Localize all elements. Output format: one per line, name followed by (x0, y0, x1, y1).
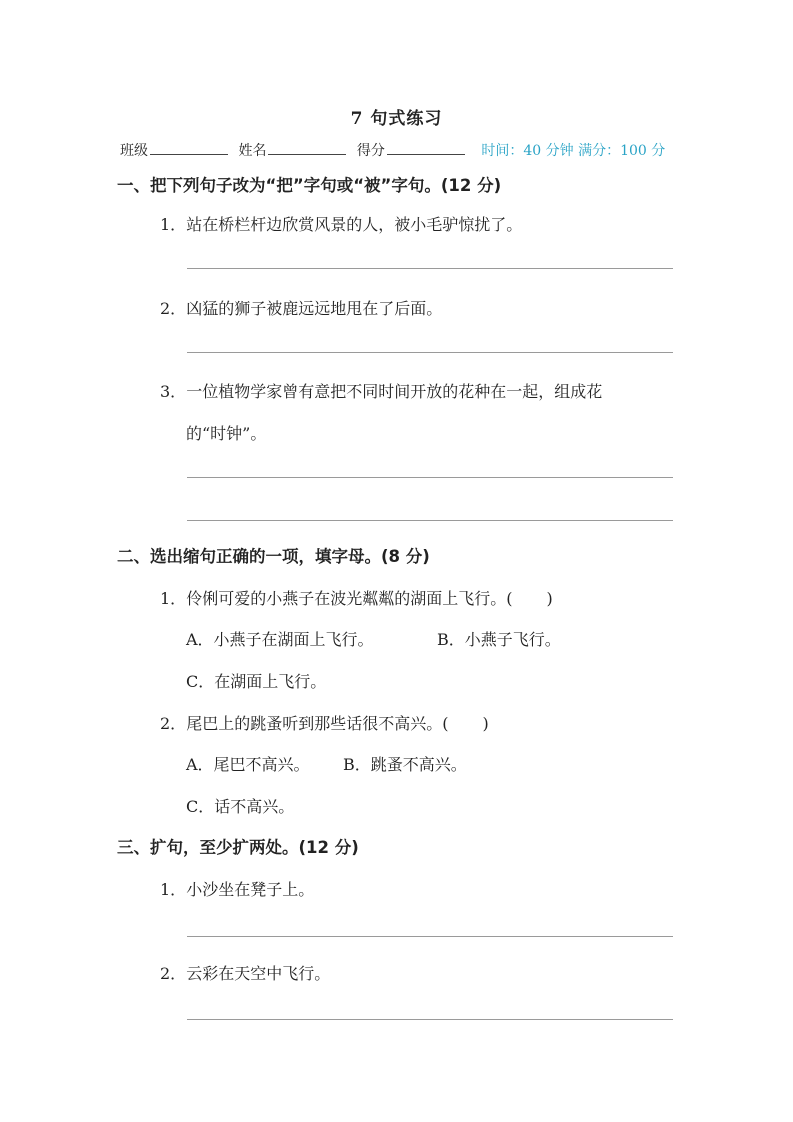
question-3-2 (160, 961, 330, 984)
page-title: 7 句式练习 (350, 109, 443, 129)
answer-line-1-3a[interactable] (187, 477, 673, 478)
question-1-3 (160, 379, 602, 402)
answer-line-3-2[interactable] (187, 1019, 673, 1020)
question-number: 2． (160, 299, 187, 318)
question-text: 尾巴上的跳蚤听到那些话很不高兴。( (186, 714, 449, 733)
question-text: 一位植物学家曾有意把不同时间开放的花种在一起，组成花 (186, 382, 603, 401)
question-2-1 (160, 586, 553, 609)
class-blank[interactable] (150, 153, 228, 155)
section-2-heading: 二、选出缩句正确的一项，填字母。(8 分) (117, 547, 430, 566)
option-2-1-c[interactable]: C．在湖面上飞行。 (186, 672, 327, 691)
option-2-2-a[interactable]: A．尾巴不高兴。 (186, 755, 310, 774)
question-text: 伶俐可爱的小燕子在波光粼粼的湖面上飞行。( (186, 589, 513, 608)
question-number: 1． (160, 589, 187, 608)
header-info (120, 140, 665, 160)
answer-line-1-1[interactable] (187, 268, 673, 269)
section-3-heading: 三、扩句，至少扩两处。(12 分) (117, 838, 359, 857)
score-label: 得分 (356, 143, 385, 159)
answer-line-1-3b[interactable] (187, 520, 673, 521)
name-label: 姓名 (238, 143, 267, 159)
close-paren: ) (546, 589, 553, 608)
answer-line-3-1[interactable] (187, 936, 673, 937)
question-text: 小沙坐在凳子上。 (186, 880, 315, 899)
question-number: 1． (160, 880, 187, 899)
question-1-1 (160, 212, 522, 235)
option-2-1-a[interactable]: A．小燕子在湖面上飞行。 (186, 630, 374, 649)
question-1-3-continued: 的“时钟”。 (186, 424, 267, 443)
question-number: 1． (160, 215, 187, 234)
question-number: 2． (160, 714, 187, 733)
section-1-heading: 一、把下列句子改为“把”字句或“被”字句。(12 分) (117, 176, 502, 195)
question-text: 站在桥栏杆边欣赏风景的人，被小毛驴惊扰了。 (186, 215, 523, 234)
close-paren: ) (482, 714, 489, 733)
question-1-2 (160, 296, 442, 319)
time-info: 时间：40 分钟 满分：100 分 (481, 143, 666, 159)
question-3-1 (160, 877, 314, 900)
question-text: 凶猛的狮子被鹿远远地甩在了后面。 (186, 299, 443, 318)
option-2-2-c[interactable]: C．话不高兴。 (186, 797, 295, 816)
option-2-1-b[interactable]: B．小燕子飞行。 (437, 630, 561, 649)
question-number: 2． (160, 964, 187, 983)
score-blank[interactable] (387, 153, 465, 155)
class-label: 班级 (120, 143, 148, 159)
question-2-2 (160, 711, 489, 734)
answer-line-1-2[interactable] (187, 352, 673, 353)
option-2-2-b[interactable]: B．跳蚤不高兴。 (343, 755, 467, 774)
question-text: 云彩在天空中飞行。 (186, 964, 331, 983)
name-blank[interactable] (268, 153, 346, 155)
question-number: 3． (160, 382, 187, 401)
